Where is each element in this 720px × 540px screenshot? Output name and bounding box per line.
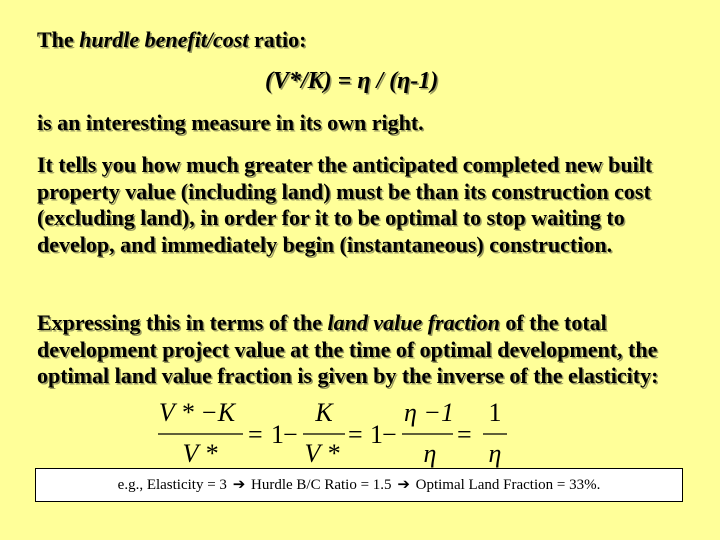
eq-den1: V * xyxy=(182,439,218,468)
eq-one-1: 1 xyxy=(271,420,284,449)
ratio-formula: (V*/K) = η / (η-1) xyxy=(265,68,439,94)
example-elasticity: e.g., Elasticity = 3 xyxy=(117,477,227,493)
eq-one-2: 1 xyxy=(370,420,383,449)
explanation-text: It tells you how much greater the anticipated completed new built property value (including land) must be than its construction cost (excluding land), in order for it to be optimal to stop waiting to develop, and immediately begin (instantaneous) construction. xyxy=(37,152,653,257)
title-italic-term: hurdle benefit/cost xyxy=(79,27,249,52)
intro-line: is an interesting measure in its own right. xyxy=(37,110,424,135)
eq-num2: K xyxy=(315,398,333,427)
eq-num4: 1 xyxy=(488,398,502,427)
arrow-right-icon: ➔ xyxy=(397,477,410,493)
example-hurdle-ratio: Hurdle B/C Ratio = 1.5 xyxy=(251,477,392,493)
example-land-fraction: Optimal Land Fraction = 33%. xyxy=(415,477,601,493)
land-value-fraction-term: land value fraction xyxy=(327,310,500,335)
title-text: The xyxy=(37,27,80,52)
eq-equals-1: = xyxy=(248,420,263,449)
slide-title xyxy=(37,27,307,53)
title-text-end: ratio: xyxy=(248,27,307,52)
example-box xyxy=(35,468,683,502)
eq-num1: V * −K xyxy=(158,398,236,427)
eq-equals-2: = xyxy=(348,420,363,449)
eq-num3: η −1 xyxy=(404,398,454,427)
explanation-paragraph xyxy=(37,152,697,258)
land-fraction-paragraph xyxy=(37,310,697,390)
arrow-right-icon: ➔ xyxy=(232,477,246,493)
eq-minus-1: − xyxy=(283,420,298,449)
land-fraction-equation xyxy=(155,396,515,476)
eq-den3: η xyxy=(423,439,437,468)
eq-minus-2: − xyxy=(382,420,397,449)
eq-equals-3: = xyxy=(457,420,472,449)
eq-den4: η xyxy=(488,439,502,468)
eq-den2: V * xyxy=(304,439,340,468)
land-fraction-text: Expressing this in terms of the land value fraction of the total development project value at the time of optimal development, the optimal land value fraction is given by the inverse of the elasticity: xyxy=(37,310,659,388)
